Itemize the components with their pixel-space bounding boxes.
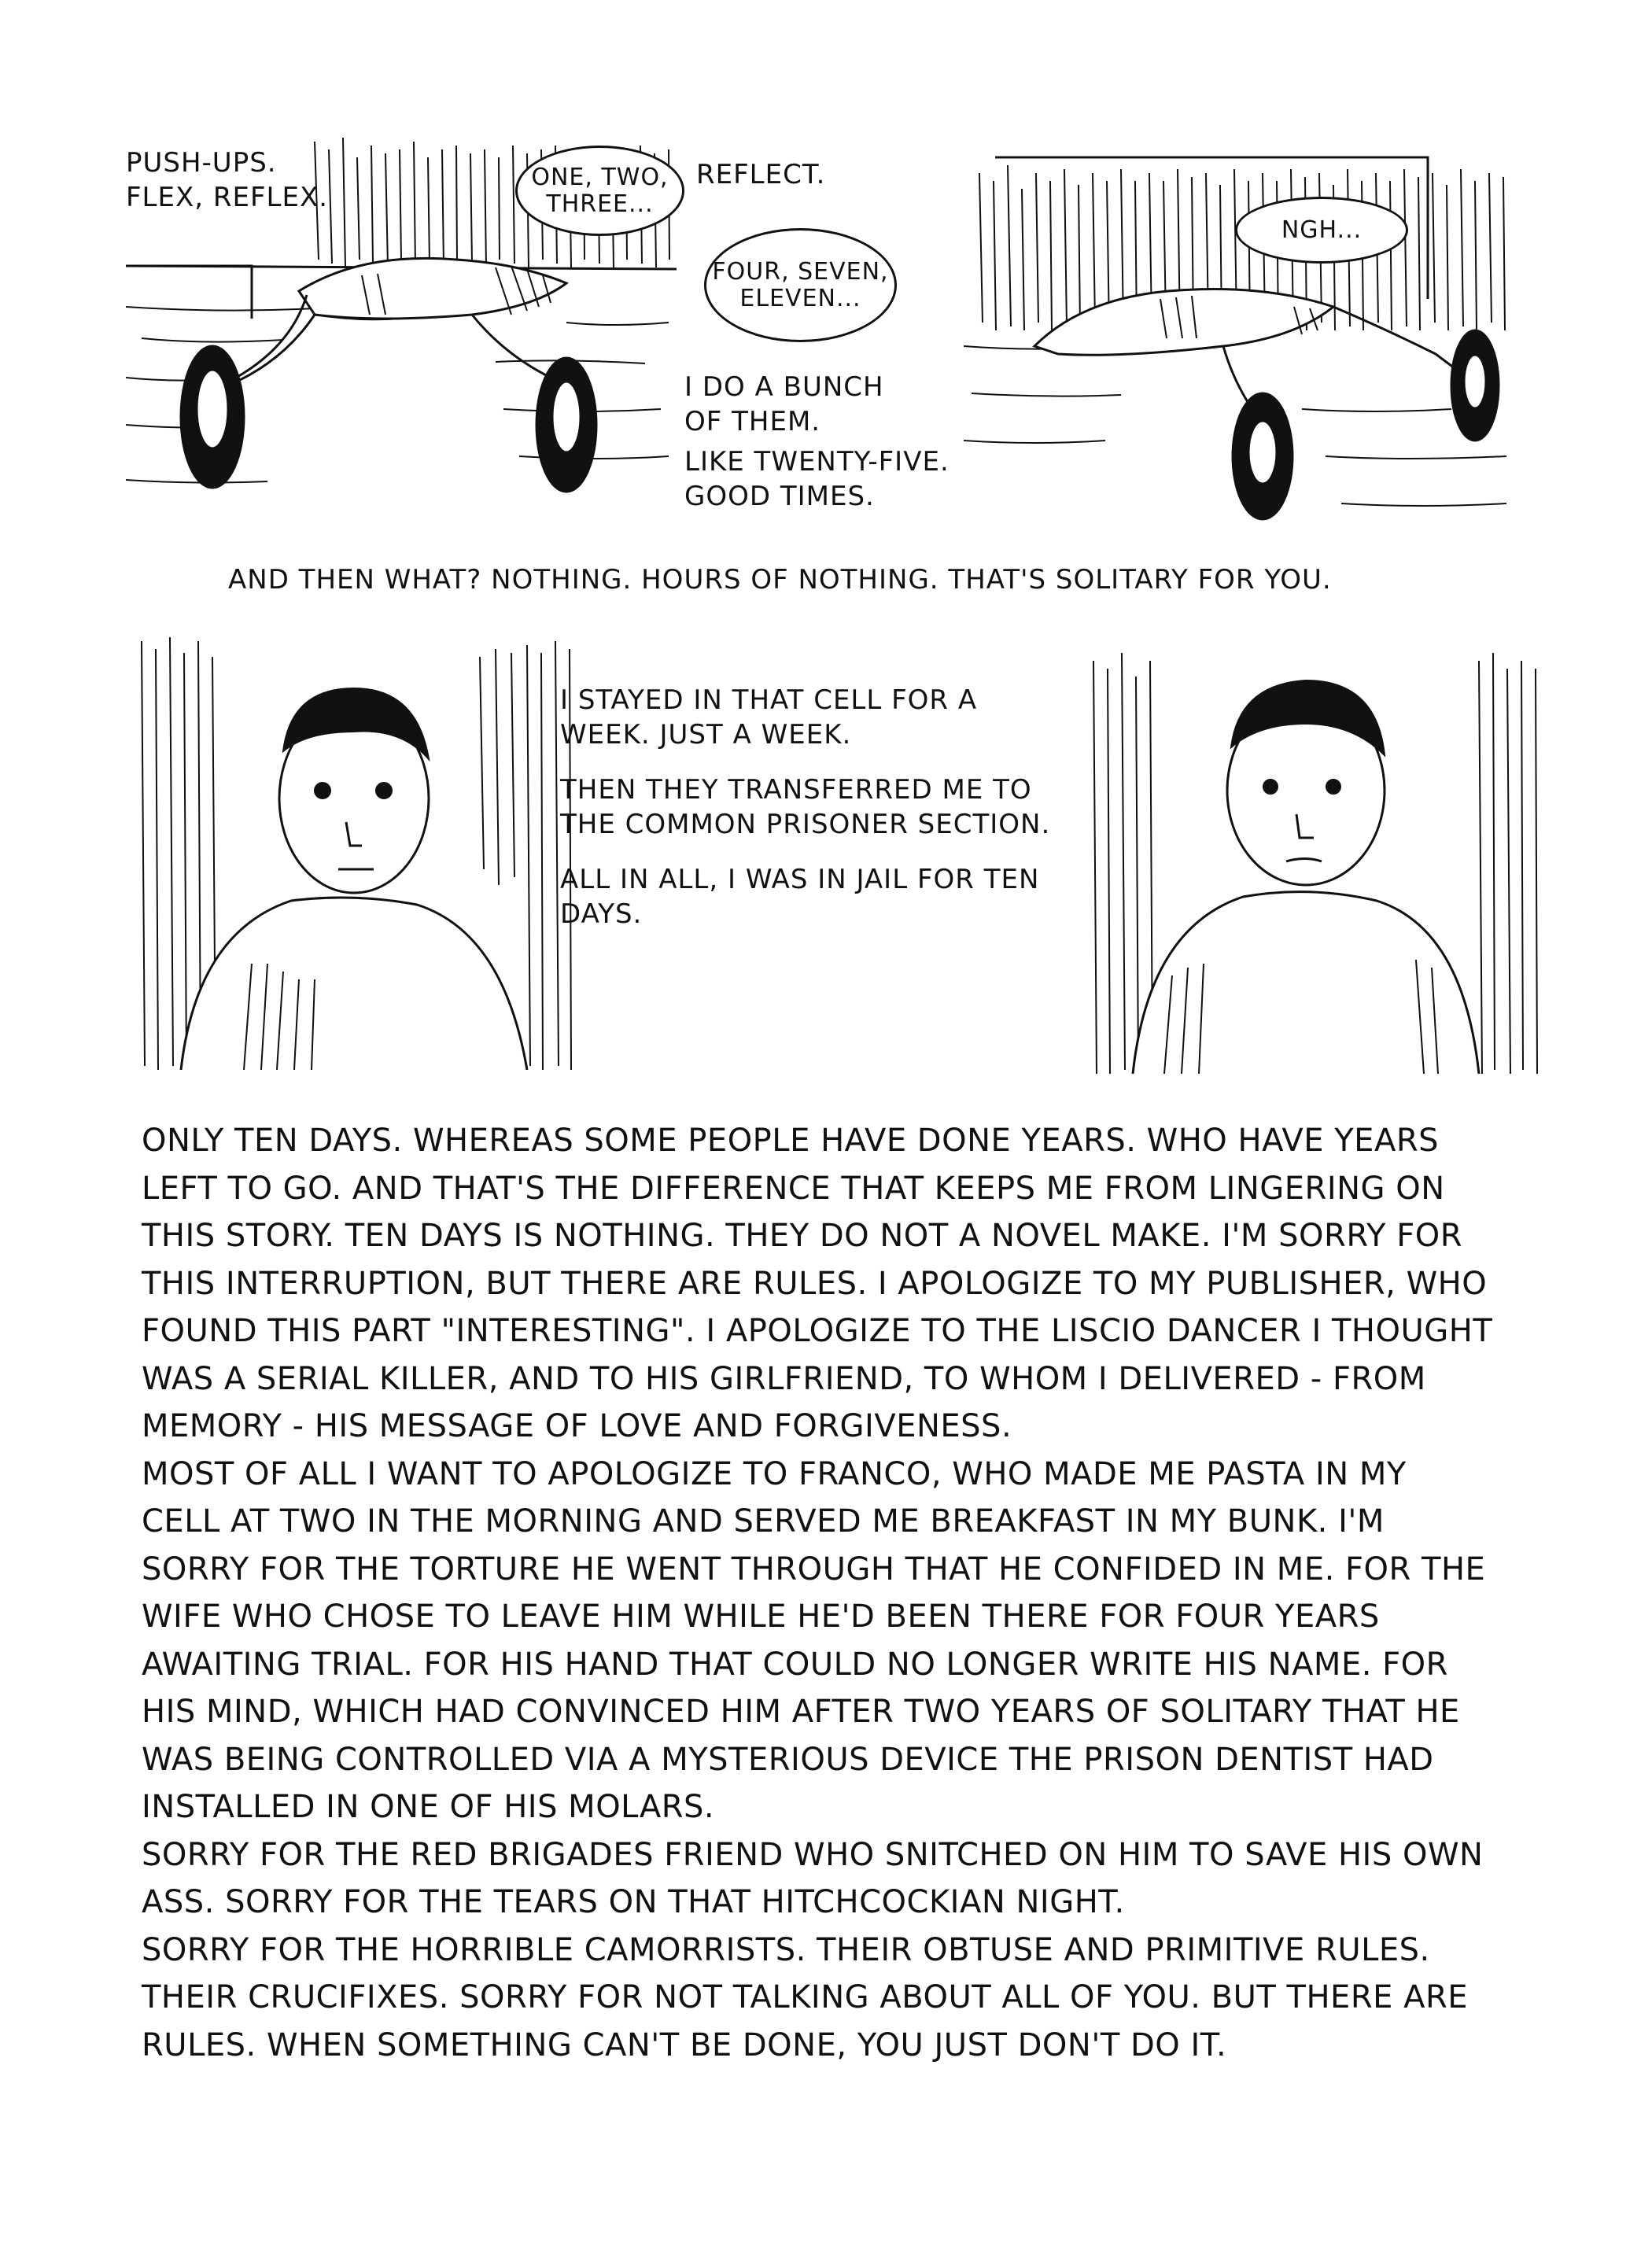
caption-ten-days: ALL IN ALL, I WAS IN JAIL FOR TEN DAYS. xyxy=(560,864,1040,930)
caption-line: I DO A BUNCH xyxy=(684,371,884,403)
speech-bubble-one-two-three xyxy=(515,146,684,236)
prose-paragraph-3: SORRY FOR THE RED BRIGADES FRIEND WHO SNITCHED ON HIM TO SAVE HIS OWN ASS. SORRY FOR THE TEARS ON THAT HITCHCOCKIAN NIGHT. xyxy=(142,1836,1484,1920)
caption-pushups xyxy=(126,146,362,215)
caption-transferred: THEN THEY TRANSFERRED ME TO THE COMMON PRISONER SECTION. xyxy=(560,774,1051,840)
caption-line: LIKE TWENTY-FIVE. xyxy=(684,446,950,478)
bubble-text: ONE, TWO, THREE... xyxy=(531,163,669,218)
bubble-text: FOUR, SEVEN, ELEVEN... xyxy=(712,257,889,312)
caption-week: I STAYED IN THAT CELL FOR A WEEK. JUST A WEEK. xyxy=(560,684,978,750)
caption-solitary: AND THEN WHAT? NOTHING. HOURS OF NOTHING. THAT'S SOLITARY FOR YOU. xyxy=(228,564,1332,596)
portrait-illustration-left xyxy=(134,633,574,1070)
prose-paragraph-2: MOST OF ALL I WANT TO APOLOGIZE TO FRANCO, WHO MADE ME PASTA IN MY CELL AT TWO IN THE MORNING AND SERVED ME BREAKFAST IN MY BUNK. I'M SORRY FOR THE TORTURE HE WENT THROUGH THAT HE CONFIDED IN ME. FOR THE WIFE WHO CHOSE TO LEAVE HIM WHILE HE'D BEEN THERE FOR FOUR YEARS AWAITING TRIAL. FOR HIS HAND THAT COULD NO LONGER WRITE HIS NAME. FOR HIS MIND, WHICH HAD CONVINCED HIM AFTER TWO YEARS OF SOLITARY THAT HE WAS BEING CONTROLLED VIA A MYSTERIOUS DEVICE THE PRISON DENTIST HAD INSTALLED IN ONE OF HIS MOLARS. xyxy=(142,1455,1486,1825)
prose-paragraph-1: ONLY TEN DAYS. WHEREAS SOME PEOPLE HAVE DONE YEARS. WHO HAVE YEARS LEFT TO GO. AND THAT'S THE DIFFERENCE THAT KEEPS ME FROM LINGERING ON THIS STORY. TEN DAYS IS NOTHING. THEY DO NOT A NOVEL MAKE. I'M SORRY FOR THIS INTERRUPTION, BUT THERE ARE RULES. I APOLOGIZE TO MY PUBLISHER, WHO FOUND THIS PART "INTERESTING". I APOLOGIZE TO THE LISCIO DANCER I THOUGHT WAS A SERIAL KILLER, AND TO HIS GIRLFRIEND, TO WHOM I DELIVERED - FROM MEMORY - HIS MESSAGE OF LOVE AND FORGIVENESS. xyxy=(142,1123,1493,1444)
caption-reflect: REFLECT. xyxy=(696,159,826,190)
speech-bubble-four-seven-eleven xyxy=(704,228,897,342)
caption-bunch xyxy=(684,370,936,439)
prose-paragraph-4: SORRY FOR THE HORRIBLE CAMORRISTS. THEIR OBTUSE AND PRIMITIVE RULES. THEIR CRUCIFIXES. SORRY FOR NOT TALKING ABOUT ALL OF YOU. BUT THERE ARE RULES. WHEN SOMETHING CAN'T BE DONE, YOU JUST DON'T DO IT. xyxy=(142,1931,1469,2063)
caption-line: OF THEM. xyxy=(684,406,821,437)
pushup-illustration-right xyxy=(964,142,1514,527)
caption-line: FLEX, REFLEX. xyxy=(126,182,329,213)
panel-portrait-right xyxy=(1086,645,1538,1074)
panel-portrait-left xyxy=(134,633,574,1070)
caption-line: GOOD TIMES. xyxy=(684,481,875,512)
caption-block-week xyxy=(560,683,1064,931)
caption-twenty-five xyxy=(684,444,952,514)
prose-block xyxy=(142,1117,1495,2069)
bubble-text: NGH... xyxy=(1281,216,1363,244)
speech-bubble-ngh xyxy=(1235,197,1408,264)
panel-pushup-right xyxy=(964,142,1514,527)
portrait-illustration-right xyxy=(1086,645,1538,1074)
caption-line: PUSH-UPS. xyxy=(126,147,277,179)
